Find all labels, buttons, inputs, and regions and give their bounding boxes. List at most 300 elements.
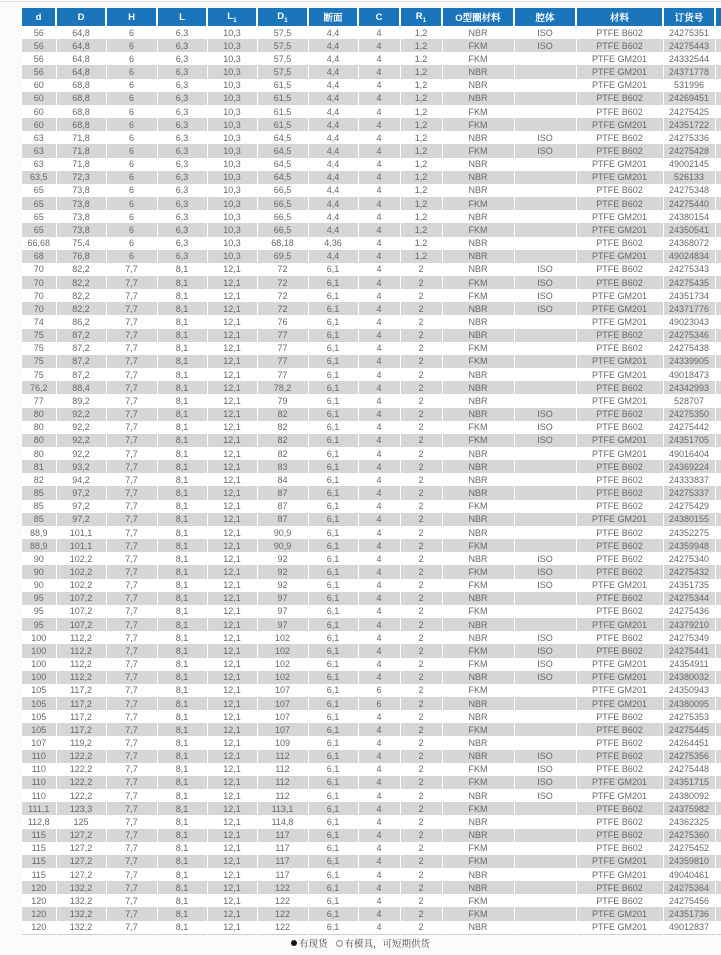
cell-section: 6,1 xyxy=(308,802,358,815)
cell-oring-material: FKM xyxy=(442,39,514,52)
cell-L: 8,1 xyxy=(157,329,207,342)
cell-cavity xyxy=(514,223,576,236)
cell-H: 6 xyxy=(106,197,157,210)
cell-D1: 117 xyxy=(257,855,308,868)
cell-L: 8,1 xyxy=(157,342,207,355)
cell-C: 4 xyxy=(358,513,400,526)
cell-D1: 82 xyxy=(257,434,308,447)
cell-cavity xyxy=(514,237,576,250)
cell-D: 71,8 xyxy=(56,144,106,157)
cell-availability xyxy=(715,710,721,723)
cell-availability xyxy=(715,381,721,394)
cell-oring-material: FKM xyxy=(442,276,514,289)
cell-L: 6,3 xyxy=(157,39,207,52)
cell-L1: 10,3 xyxy=(207,184,257,197)
cell-D: 117,2 xyxy=(56,723,106,736)
cell-oring-material: NBR xyxy=(442,592,514,605)
cell-H: 7,7 xyxy=(106,684,157,697)
cell-oring-material: FKM xyxy=(442,842,514,855)
cell-R1: 2 xyxy=(400,552,442,565)
cell-cavity xyxy=(514,802,576,815)
cell-D: 132,2 xyxy=(56,894,106,907)
cell-section: 4,4 xyxy=(308,79,358,92)
cell-oring-material: FKM xyxy=(442,894,514,907)
cell-C: 4 xyxy=(358,552,400,565)
cell-L1: 12,1 xyxy=(207,368,257,381)
cell-material: PTFE B602 xyxy=(576,92,663,105)
cell-R1: 1,2 xyxy=(400,144,442,157)
cell-cavity xyxy=(514,829,576,842)
table-row xyxy=(22,842,721,855)
cell-d: 60 xyxy=(22,79,56,92)
cell-cavity xyxy=(514,92,576,105)
cell-C: 4 xyxy=(358,907,400,920)
cell-R1: 1,2 xyxy=(400,237,442,250)
cell-section: 6,1 xyxy=(308,315,358,328)
cell-section: 6,1 xyxy=(308,829,358,842)
cell-L: 6,3 xyxy=(157,79,207,92)
table-row xyxy=(22,592,721,605)
cell-oring-material: NBR xyxy=(442,631,514,644)
cell-D1: 61,5 xyxy=(257,92,308,105)
cell-L: 8,1 xyxy=(157,697,207,710)
cell-D1: 66,5 xyxy=(257,223,308,236)
cell-D: 107,2 xyxy=(56,618,106,631)
cell-cavity: ISO xyxy=(514,408,576,421)
cell-C: 4 xyxy=(358,315,400,328)
cell-C: 4 xyxy=(358,473,400,486)
col-header-H: H xyxy=(106,8,157,26)
cell-order-no: 24275344 xyxy=(663,592,715,605)
cell-order-no: 24350943 xyxy=(663,684,715,697)
table-row xyxy=(22,500,721,513)
table-row xyxy=(22,144,721,157)
cell-R1: 2 xyxy=(400,684,442,697)
cell-H: 7,7 xyxy=(106,302,157,315)
cell-d: 95 xyxy=(22,605,56,618)
cell-L: 8,1 xyxy=(157,776,207,789)
cell-L1: 12,1 xyxy=(207,776,257,789)
cell-R1: 2 xyxy=(400,408,442,421)
cell-R1: 2 xyxy=(400,723,442,736)
cell-availability xyxy=(715,302,721,315)
col-header-material: 材料 xyxy=(576,8,663,26)
cell-D: 101,1 xyxy=(56,539,106,552)
cell-oring-material: NBR xyxy=(442,921,514,935)
table-row xyxy=(22,658,721,671)
table-row xyxy=(22,894,721,907)
cell-H: 7,7 xyxy=(106,355,157,368)
cell-material: PTFE GM201 xyxy=(576,697,663,710)
cell-order-no: 24380092 xyxy=(663,789,715,802)
cell-material: PTFE GM201 xyxy=(576,210,663,223)
cell-d: 88,9 xyxy=(22,539,56,552)
cell-H: 7,7 xyxy=(106,421,157,434)
cell-H: 7,7 xyxy=(106,289,157,302)
cell-L: 6,3 xyxy=(157,65,207,78)
cell-d: 85 xyxy=(22,513,56,526)
cell-order-no: 49018473 xyxy=(663,368,715,381)
cell-oring-material: NBR xyxy=(442,789,514,802)
cell-L1: 12,1 xyxy=(207,552,257,565)
cell-cavity: ISO xyxy=(514,763,576,776)
cell-H: 6 xyxy=(106,39,157,52)
cell-availability xyxy=(715,79,721,92)
cell-order-no: 24375982 xyxy=(663,802,715,815)
cell-R1: 2 xyxy=(400,394,442,407)
cell-order-no: 24351734 xyxy=(663,289,715,302)
cell-availability xyxy=(715,263,721,276)
cell-L1: 10,3 xyxy=(207,144,257,157)
cell-order-no: 24275440 xyxy=(663,197,715,210)
cell-order-no: 24332544 xyxy=(663,52,715,65)
cell-D: 75,4 xyxy=(56,237,106,250)
cell-H: 6 xyxy=(106,171,157,184)
cell-R1: 2 xyxy=(400,565,442,578)
cell-L: 8,1 xyxy=(157,868,207,881)
cell-order-no: 24351715 xyxy=(663,776,715,789)
cell-cavity xyxy=(514,526,576,539)
cell-L1: 12,1 xyxy=(207,473,257,486)
table-row xyxy=(22,408,721,421)
cell-D1: 84 xyxy=(257,473,308,486)
cell-d: 56 xyxy=(22,65,56,78)
table-row xyxy=(22,684,721,697)
cell-R1: 1,2 xyxy=(400,158,442,171)
cell-oring-material: NBR xyxy=(442,184,514,197)
cell-D: 87,2 xyxy=(56,329,106,342)
cell-D1: 87 xyxy=(257,513,308,526)
cell-R1: 2 xyxy=(400,329,442,342)
cell-R1: 2 xyxy=(400,289,442,302)
cell-D: 123,3 xyxy=(56,802,106,815)
cell-D: 82,2 xyxy=(56,276,106,289)
cell-L1: 12,1 xyxy=(207,815,257,828)
table-row xyxy=(22,526,721,539)
cell-D: 112,2 xyxy=(56,631,106,644)
table-row xyxy=(22,539,721,552)
cell-L1: 10,3 xyxy=(207,237,257,250)
cell-H: 7,7 xyxy=(106,434,157,447)
cell-C: 4 xyxy=(358,539,400,552)
cell-R1: 1,2 xyxy=(400,184,442,197)
cell-C: 4 xyxy=(358,223,400,236)
cell-material: PTFE B602 xyxy=(576,184,663,197)
cell-L: 8,1 xyxy=(157,671,207,684)
cell-order-no: 24275436 xyxy=(663,605,715,618)
cell-C: 4 xyxy=(358,237,400,250)
cell-availability xyxy=(715,644,721,657)
cell-D: 73,8 xyxy=(56,197,106,210)
table-row xyxy=(22,289,721,302)
cell-C: 4 xyxy=(358,289,400,302)
cell-C: 4 xyxy=(358,210,400,223)
cell-L1: 12,1 xyxy=(207,355,257,368)
cell-L: 8,1 xyxy=(157,631,207,644)
cell-order-no: 24351705 xyxy=(663,434,715,447)
cell-cavity xyxy=(514,65,576,78)
cell-d: 81 xyxy=(22,460,56,473)
cell-D: 92,2 xyxy=(56,447,106,460)
cell-D: 107,2 xyxy=(56,592,106,605)
table-row xyxy=(22,197,721,210)
table-row xyxy=(22,697,721,710)
cell-material: PTFE GM201 xyxy=(576,447,663,460)
cell-material: PTFE GM201 xyxy=(576,355,663,368)
cell-L: 6,3 xyxy=(157,210,207,223)
cell-material: PTFE B602 xyxy=(576,473,663,486)
cell-L: 8,1 xyxy=(157,539,207,552)
cell-D1: 72 xyxy=(257,276,308,289)
cell-d: 88,9 xyxy=(22,526,56,539)
cell-L1: 12,1 xyxy=(207,434,257,447)
cell-oring-material: NBR xyxy=(442,302,514,315)
cell-D: 117,2 xyxy=(56,684,106,697)
table-row xyxy=(22,118,721,131)
cell-C: 4 xyxy=(358,131,400,144)
cell-L: 8,1 xyxy=(157,684,207,697)
cell-H: 7,7 xyxy=(106,408,157,421)
cell-d: 110 xyxy=(22,763,56,776)
cell-D: 68,8 xyxy=(56,79,106,92)
cell-L: 6,3 xyxy=(157,52,207,65)
cell-L1: 12,1 xyxy=(207,592,257,605)
cell-availability xyxy=(715,684,721,697)
cell-H: 7,7 xyxy=(106,789,157,802)
cell-cavity xyxy=(514,539,576,552)
cell-D: 102,2 xyxy=(56,565,106,578)
cell-cavity: ISO xyxy=(514,144,576,157)
cell-d: 63 xyxy=(22,158,56,171)
cell-oring-material: NBR xyxy=(442,131,514,144)
cell-C: 4 xyxy=(358,618,400,631)
cell-D1: 117 xyxy=(257,842,308,855)
cell-availability xyxy=(715,592,721,605)
cell-oring-material: NBR xyxy=(442,526,514,539)
cell-D1: 97 xyxy=(257,592,308,605)
cell-D1: 72 xyxy=(257,289,308,302)
cell-material: PTFE B602 xyxy=(576,802,663,815)
cell-H: 7,7 xyxy=(106,618,157,631)
cell-C: 4 xyxy=(358,579,400,592)
cell-d: 56 xyxy=(22,52,56,65)
cell-H: 7,7 xyxy=(106,342,157,355)
cell-H: 7,7 xyxy=(106,473,157,486)
cell-H: 7,7 xyxy=(106,750,157,763)
col-header-D1: $D_1$ xyxy=(257,8,308,26)
table-row xyxy=(22,329,721,342)
table-row xyxy=(22,736,721,749)
cell-cavity xyxy=(514,723,576,736)
cell-d: 56 xyxy=(22,39,56,52)
cell-availability xyxy=(715,26,721,39)
cell-d: 63 xyxy=(22,131,56,144)
cell-D1: 107 xyxy=(257,723,308,736)
cell-d: 77 xyxy=(22,394,56,407)
cell-D1: 97 xyxy=(257,605,308,618)
cell-order-no: 24275349 xyxy=(663,631,715,644)
cell-L: 6,3 xyxy=(157,92,207,105)
cell-oring-material: FKM xyxy=(442,421,514,434)
cell-cavity xyxy=(514,592,576,605)
cell-section: 6,1 xyxy=(308,868,358,881)
cell-d: 80 xyxy=(22,408,56,421)
cell-material: PTFE B602 xyxy=(576,329,663,342)
cell-D1: 87 xyxy=(257,486,308,499)
cell-H: 6 xyxy=(106,52,157,65)
cell-cavity xyxy=(514,473,576,486)
cell-H: 7,7 xyxy=(106,710,157,723)
table-row xyxy=(22,868,721,881)
cell-C: 4 xyxy=(358,342,400,355)
cell-cavity xyxy=(514,736,576,749)
cell-C: 4 xyxy=(358,815,400,828)
cell-oring-material: NBR xyxy=(442,381,514,394)
cell-L1: 12,1 xyxy=(207,631,257,644)
cell-section: 6,1 xyxy=(308,342,358,355)
cell-section: 4,4 xyxy=(308,184,358,197)
cell-R1: 1,2 xyxy=(400,223,442,236)
cell-oring-material: FKM xyxy=(442,105,514,118)
cell-L: 8,1 xyxy=(157,447,207,460)
cell-L1: 12,1 xyxy=(207,736,257,749)
cell-order-no: 49024834 xyxy=(663,250,715,263)
cell-section: 4,4 xyxy=(308,250,358,263)
cell-D: 122,2 xyxy=(56,763,106,776)
cell-R1: 2 xyxy=(400,539,442,552)
cell-availability xyxy=(715,631,721,644)
cell-L1: 12,1 xyxy=(207,329,257,342)
table-row xyxy=(22,631,721,644)
cell-R1: 1,2 xyxy=(400,250,442,263)
cell-D1: 61,5 xyxy=(257,118,308,131)
cell-cavity: ISO xyxy=(514,131,576,144)
cell-L1: 12,1 xyxy=(207,618,257,631)
cell-section: 6,1 xyxy=(308,486,358,499)
cell-availability xyxy=(715,197,721,210)
cell-order-no: 24354911 xyxy=(663,658,715,671)
cell-order-no: 24380095 xyxy=(663,697,715,710)
cell-material: PTFE B602 xyxy=(576,342,663,355)
cell-cavity: ISO xyxy=(514,658,576,671)
cell-d: 63 xyxy=(22,144,56,157)
cell-availability xyxy=(715,276,721,289)
cell-material: PTFE B602 xyxy=(576,829,663,842)
cell-material: PTFE B602 xyxy=(576,526,663,539)
cell-D1: 64,5 xyxy=(257,171,308,184)
cell-cavity: ISO xyxy=(514,26,576,39)
cell-cavity xyxy=(514,79,576,92)
table-row xyxy=(22,276,721,289)
cell-D1: 77 xyxy=(257,329,308,342)
cell-C: 4 xyxy=(358,789,400,802)
cell-C: 4 xyxy=(358,658,400,671)
cell-material: PTFE B602 xyxy=(576,263,663,276)
cell-availability xyxy=(715,658,721,671)
cell-C: 4 xyxy=(358,355,400,368)
table-row xyxy=(22,210,721,223)
cell-d: 65 xyxy=(22,223,56,236)
cell-availability xyxy=(715,237,721,250)
cell-section: 6,1 xyxy=(308,894,358,907)
table-row xyxy=(22,434,721,447)
cell-D: 71,8 xyxy=(56,158,106,171)
col-header-cavity: 腔体 xyxy=(514,8,576,26)
cell-cavity: ISO xyxy=(514,631,576,644)
cell-H: 7,7 xyxy=(106,842,157,855)
cell-order-no: 24275445 xyxy=(663,723,715,736)
cell-D1: 122 xyxy=(257,894,308,907)
cell-material: PTFE GM201 xyxy=(576,579,663,592)
cell-R1: 2 xyxy=(400,592,442,605)
cell-oring-material: FKM xyxy=(442,144,514,157)
cell-L1: 12,1 xyxy=(207,829,257,842)
cell-L1: 12,1 xyxy=(207,644,257,657)
col-header-C: C xyxy=(358,8,400,26)
cell-D: 73,8 xyxy=(56,210,106,223)
cell-availability xyxy=(715,776,721,789)
cell-material: PTFE GM201 xyxy=(576,684,663,697)
cell-oring-material: NBR xyxy=(442,710,514,723)
cell-D: 122,2 xyxy=(56,750,106,763)
cell-L: 8,1 xyxy=(157,723,207,736)
cell-L1: 12,1 xyxy=(207,710,257,723)
cell-order-no: 24275452 xyxy=(663,842,715,855)
cell-D1: 76 xyxy=(257,315,308,328)
cell-L: 8,1 xyxy=(157,500,207,513)
cell-L1: 12,1 xyxy=(207,342,257,355)
table-row xyxy=(22,486,721,499)
cell-material: PTFE GM201 xyxy=(576,434,663,447)
cell-d: 75 xyxy=(22,355,56,368)
cell-D1: 92 xyxy=(257,565,308,578)
cell-R1: 2 xyxy=(400,342,442,355)
table-row xyxy=(22,815,721,828)
cell-L1: 12,1 xyxy=(207,394,257,407)
cell-H: 7,7 xyxy=(106,763,157,776)
cell-H: 7,7 xyxy=(106,855,157,868)
cell-H: 7,7 xyxy=(106,907,157,920)
cell-availability xyxy=(715,539,721,552)
cell-D: 132,2 xyxy=(56,881,106,894)
cell-L1: 10,3 xyxy=(207,118,257,131)
cell-D1: 97 xyxy=(257,618,308,631)
cell-section: 4,4 xyxy=(308,223,358,236)
cell-cavity: ISO xyxy=(514,434,576,447)
cell-order-no: 24275351 xyxy=(663,26,715,39)
cell-order-no: 24351722 xyxy=(663,118,715,131)
cell-L1: 12,1 xyxy=(207,539,257,552)
cell-section: 6,1 xyxy=(308,289,358,302)
cell-order-no: 24359948 xyxy=(663,539,715,552)
cell-oring-material: FKM xyxy=(442,52,514,65)
cell-availability xyxy=(715,815,721,828)
cell-cavity xyxy=(514,513,576,526)
cell-C: 4 xyxy=(358,144,400,157)
col-header-oring-material: O型圈材料 xyxy=(442,8,514,26)
cell-D1: 90,9 xyxy=(257,526,308,539)
table-row xyxy=(22,26,721,39)
cell-R1: 2 xyxy=(400,868,442,881)
cell-R1: 2 xyxy=(400,513,442,526)
cell-d: 115 xyxy=(22,829,56,842)
cell-L1: 12,1 xyxy=(207,579,257,592)
cell-R1: 2 xyxy=(400,302,442,315)
cell-H: 6 xyxy=(106,223,157,236)
cell-C: 4 xyxy=(358,723,400,736)
cell-oring-material: FKM xyxy=(442,605,514,618)
cell-H: 7,7 xyxy=(106,526,157,539)
